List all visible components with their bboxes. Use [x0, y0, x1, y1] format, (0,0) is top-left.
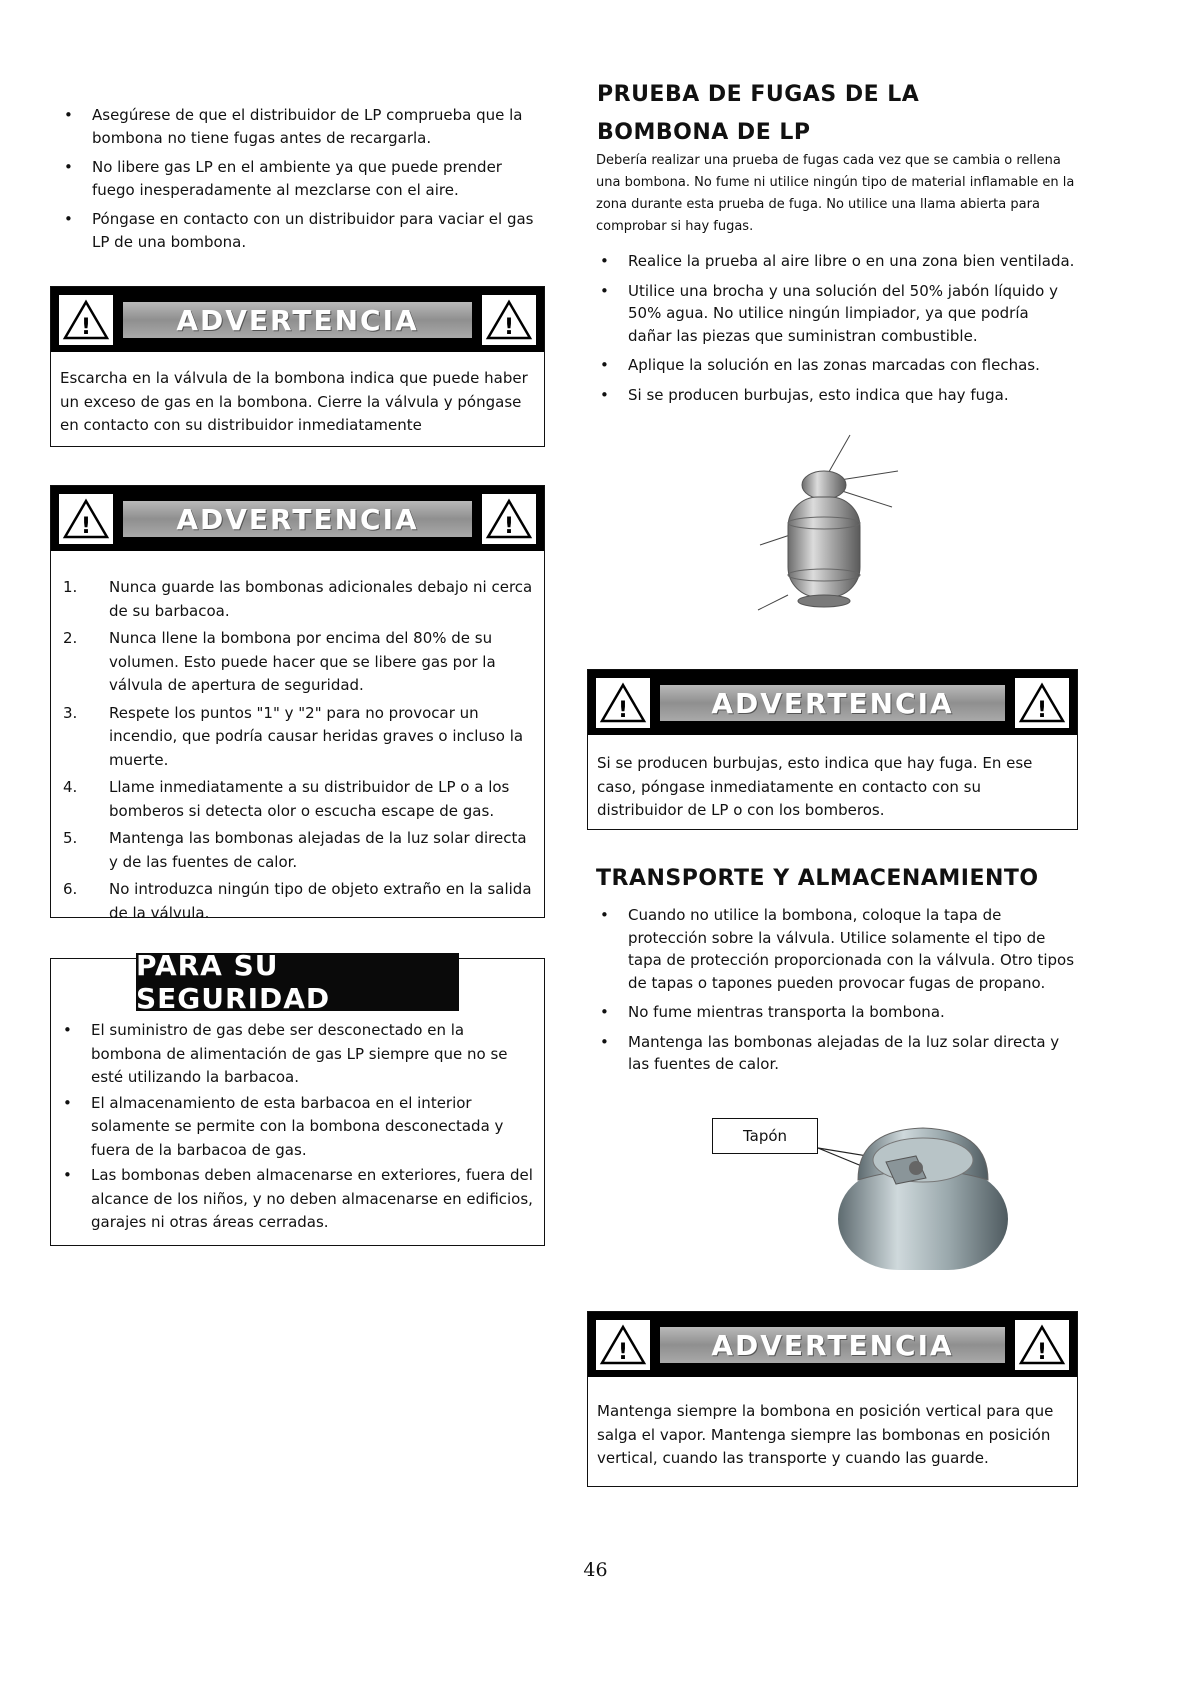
warning-triangle-icon: [59, 295, 113, 345]
list-item: 3. Respete los puntos "1" y "2" para no provocar un incendio, que podría causar heridas graves o incluso la muerte.: [63, 703, 524, 769]
warning-box-frost: [50, 286, 545, 447]
list-item: 1. Nunca guarde las bombonas adicionales debajo ni cerca de su barbacoa.: [63, 578, 533, 620]
safety-box: [50, 949, 545, 1246]
warning-title: ADVERTENCIA: [176, 502, 419, 536]
list-item: • No libere gas LP en el ambiente ya que puede prender fuego inesperadamente al mezclarse con el aire.: [60, 156, 540, 201]
transport-bullets: [596, 904, 1076, 1083]
warning-text: Escarcha en la válvula de la bombona indica que puede haber un exceso de gas en la bombona. Cierre la válvula y póngase en contacto con su distribuidor inmediatamente: [60, 369, 528, 434]
warning-title: ADVERTENCIA: [176, 303, 419, 337]
warning-title: ADVERTENCIA: [711, 1328, 954, 1362]
warning-title: ADVERTENCIA: [711, 686, 954, 720]
svg-text:!: !: [617, 697, 629, 723]
svg-text:!: !: [1036, 697, 1048, 723]
warning-triangle-icon: [596, 678, 650, 728]
warning-banner: [588, 670, 1077, 735]
safety-list: [59, 1019, 536, 1237]
list-item: 4. Llame inmediatamente a su distribuidor de LP o a los bomberos si detecta olor o escucha escape de gas.: [63, 778, 510, 820]
warning-box-bubbles: [587, 669, 1078, 830]
cap-label: Tapón: [742, 1127, 788, 1145]
warning-triangle-icon: [482, 295, 536, 345]
svg-text:!: !: [503, 314, 515, 340]
transport-heading: TRANSPORTE Y ALMACENAMIENTO: [596, 866, 1039, 891]
svg-text:!: !: [80, 314, 92, 340]
svg-text:!: !: [80, 513, 92, 539]
capped-tank-illustration: [818, 1120, 1033, 1270]
list-item: • El almacenamiento de esta barbacoa en el interior solamente se permite con la bombona desconectada y fuera de la barbacoa de gas.: [59, 1092, 536, 1163]
list-item: 6. No introduzca ningún tipo de objeto extraño en la salida de la válvula.: [63, 880, 532, 922]
cap-label-box: [712, 1118, 818, 1154]
list-item: • El suministro de gas debe ser desconectado en la bombona de alimentación de gas LP siempre que no se esté utilizando la barbacoa.: [59, 1019, 536, 1090]
safety-title: PARA SU SEGURIDAD: [136, 953, 459, 1011]
warning-triangle-icon: [596, 1320, 650, 1370]
svg-text:!: !: [1036, 1339, 1048, 1365]
propane-tank-illustration: [750, 425, 910, 615]
warning-text: Mantenga siempre la bombona en posición vertical para que salga el vapor. Mantenga siempre las bombonas en posición vertical, cuando las transporte y cuando las guarde.: [597, 1402, 1054, 1467]
warning-numbered-list: [63, 576, 536, 929]
leak-test-heading: PRUEBA DE FUGAS DE LA BOMBONA DE LP: [597, 82, 920, 145]
list-item: • Utilice una brocha y una solución del 50% jabón líquido y 50% agua. No utilice ningún limpiador, ya que podría dañar las piezas que suministran combustible.: [596, 280, 1076, 348]
list-item: • Las bombonas deben almacenarse en exteriores, fuera del alcance de los niños, y no deben almacenarse en edificios, garajes ni otras áreas cerradas.: [59, 1164, 536, 1235]
svg-text:!: !: [617, 1339, 629, 1365]
leak-test-intro: Debería realizar una prueba de fugas cada vez que se cambia o rellena una bombona. No fume ni utilice ningún tipo de material inflamable en la zona durante esta prueba de fuga. No utilice una llama abierta para comprobar si hay fugas.: [596, 153, 1075, 234]
warning-triangle-icon: [59, 494, 113, 544]
list-item: • Asegúrese de que el distribuidor de LP comprueba que la bombona no tiene fugas antes de recargarla.: [60, 104, 540, 149]
list-item: • Póngase en contacto con un distribuidor para vaciar el gas LP de una bombona.: [60, 208, 540, 253]
warning-banner: [51, 486, 544, 551]
warning-banner: [588, 1312, 1077, 1377]
list-item: 5. Mantenga las bombonas alejadas de la luz solar directa y de las fuentes de calor.: [63, 829, 527, 871]
intro-bullet-list: [60, 104, 540, 260]
leak-test-bullets: [596, 250, 1076, 413]
list-item: • Aplique la solución en las zonas marcadas con flechas.: [596, 354, 1076, 377]
list-item: • Mantenga las bombonas alejadas de la luz solar directa y las fuentes de calor.: [596, 1031, 1076, 1076]
list-item: • No fume mientras transporta la bombona.: [596, 1001, 1076, 1024]
warning-box-storage: [50, 485, 545, 922]
list-item: 2. Nunca llene la bombona por encima del 80% de su volumen. Esto puede hacer que se libere gas por la válvula de apertura de seguridad.: [63, 629, 496, 694]
warning-box-vertical: [587, 1311, 1078, 1487]
warning-triangle-icon: [1015, 1320, 1069, 1370]
list-item: • Realice la prueba al aire libre o en una zona bien ventilada.: [596, 250, 1076, 273]
warning-triangle-icon: [1015, 678, 1069, 728]
warning-triangle-icon: [482, 494, 536, 544]
warning-banner: [51, 287, 544, 352]
svg-text:!: !: [503, 513, 515, 539]
warning-text: Si se producen burbujas, esto indica que hay fuga. En ese caso, póngase inmediatamente en contacto con su distribuidor de LP o con los bomberos.: [597, 754, 1033, 819]
page-number: 46: [583, 1559, 608, 1581]
list-item: • Si se producen burbujas, esto indica que hay fuga.: [596, 384, 1076, 407]
list-item: • Cuando no utilice la bombona, coloque la tapa de protección sobre la válvula. Utilice solamente el tipo de tapa de protección proporcionada con la válvula. Otro tipos de tapas o tapones pueden provocar fugas de propano.: [596, 904, 1076, 994]
